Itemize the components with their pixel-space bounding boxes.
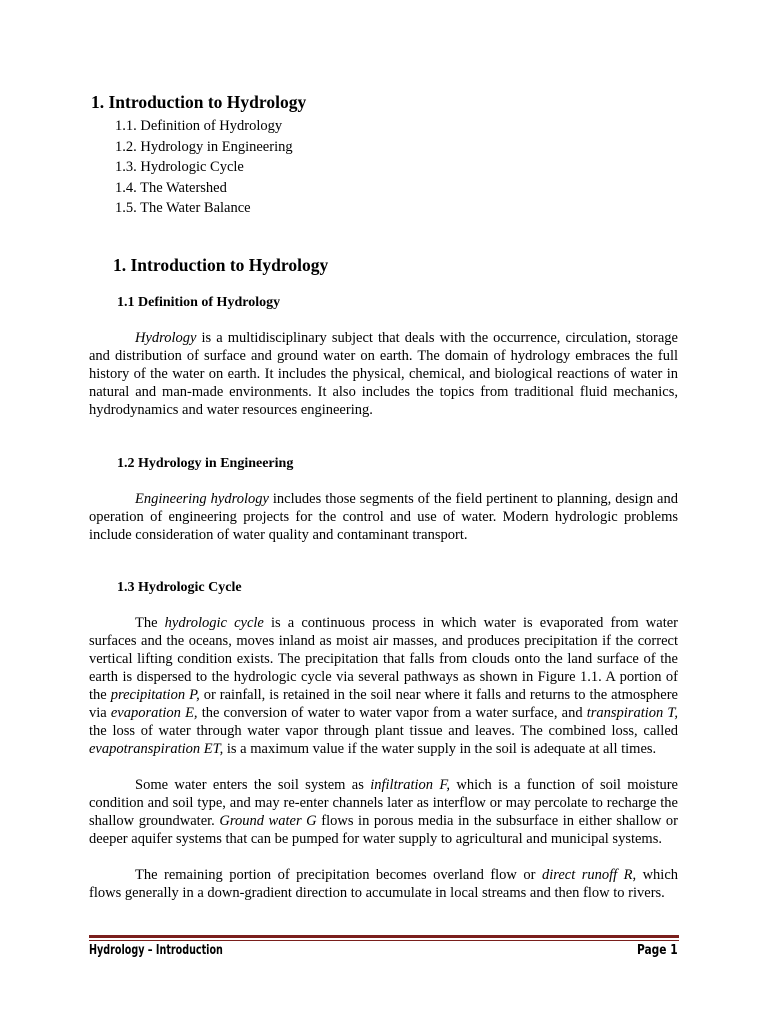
- term-engineering-hydrology: Engineering hydrology: [135, 491, 269, 507]
- footer-title: Hydrology – Introduction: [89, 943, 223, 958]
- paragraph-definition: Hydrology is a multidisciplinary subject that deals with the occurrence, circulation, storage and distribution of surface and ground water on earth. The domain of hydrology embraces the full history of the water on earth. It includes the physical, chemical, and biological reactions of water in natural and man-made environments. It also includes the topics from traditional fluid mechanics, hydrodynamics and water resources engineering.: [89, 330, 678, 418]
- toc-item: 1.3. Hydrologic Cycle: [115, 159, 244, 176]
- footer-rule-thin: [89, 940, 679, 941]
- page-number: Page 1: [637, 943, 678, 958]
- section-heading-definition: 1.1 Definition of Hydrology: [117, 295, 281, 310]
- toc-title: 1. Introduction to Hydrology: [91, 92, 307, 112]
- term-hydrology: Hydrology: [135, 330, 197, 346]
- chapter-title: 1. Introduction to Hydrology: [113, 255, 329, 275]
- table-of-contents: [115, 116, 293, 219]
- toc-item: 1.2. Hydrology in Engineering: [115, 138, 293, 155]
- footer-rule: [89, 935, 679, 938]
- section-heading-hydrologic-cycle: 1.3 Hydrologic Cycle: [117, 580, 242, 595]
- paragraph-hydrologic-cycle-3: The remaining portion of precipitation becomes overland flow or direct runoff R, which flows generally in a down-gradient direction to accumulate in local streams and then flow to rivers.: [89, 867, 679, 901]
- paragraph-engineering: Engineering hydrology includes those segments of the field pertinent to planning, design and operation of engineering projects for the control and use of water. Modern hydrologic problems include consideration of water quality and contaminant transport.: [89, 491, 678, 543]
- paragraph-hydrologic-cycle-1: The hydrologic cycle is a continuous process in which water is evaporated from water surfaces and the oceans, moves inland as moist air masses, and produces precipitation if the correct vertical lifting condition exists. The precipitation that falls from clouds onto the land surface of the earth is dispersed to the hydrologic cycle via several pathways as shown in Figure 1.1. A portion of the precipitation P, or rainfall, is retained in the soil near where it falls and returns to the atmosphere via evaporation E, the conversion of water to water vapor from a water surface, and transpiration T, the loss of water through water vapor through plant tissue and leaves. The combined loss, called evapotranspiration ET, is a maximum value if the water supply in the soil is adequate at all times.: [89, 615, 678, 757]
- paragraph-hydrologic-cycle-2: Some water enters the soil system as infiltration F, which is a function of soil moisture condition and soil type, and may re-enter channels later as interflow or may percolate to recharge the shallow groundwater. Ground water G flows in porous media in the subsurface in either shallow or deeper aquifer systems that can be pumped for water supply to agricultural and municipal systems.: [89, 777, 678, 847]
- toc-item: 1.1. Definition of Hydrology: [115, 118, 283, 134]
- toc-item: 1.5. The Water Balance: [115, 200, 251, 217]
- toc-item: 1.4. The Watershed: [115, 179, 227, 196]
- section-heading-engineering: 1.2 Hydrology in Engineering: [117, 456, 294, 471]
